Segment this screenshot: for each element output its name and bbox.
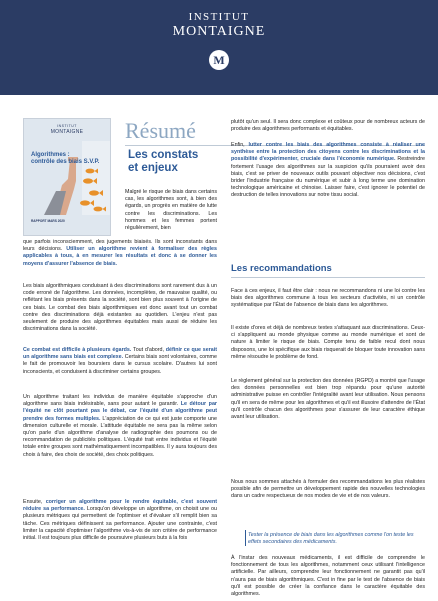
brand-line-1: INSTITUT [188,11,250,23]
section-heading-recommandations: Les recommandations [231,263,332,274]
institut-logo: M [209,50,229,70]
recommendation-paragraph-2: Il existe d'ores et déjà de nombreux textes s'attaquant aux discriminations. Ceux-ci s'appliquent au monde physique comme au monde numérique et sont de nature à limiter le risque de biais. Compte tenu de faible recul dont nous disposons, une loi spécifique aux biais risquerait de bloquer toute innovation sans même résoudre le problème de fond. [231,325,425,360]
paragraph-2: Les biais algorithmiques conduisant à des discriminations sont rarement dus à un code erroné de l'algorithme. Les données, incomplètes, de mauvaise qualité, ou reflétant les biais présents dans la société, sont bien plus souvent à l'origine de ces biais. Le combat des biais algorithmiques est donc avant tout un combat contre des discriminations déjà existantes au quotidien. L'enjeu n'est pas seulement de produire des algorithmes équitables mais aussi de réduire les discriminations dans la société. [23,283,217,333]
cover-footer: RAPPORT MARS 2020 [31,219,65,223]
recommendation-paragraph-1: Face à ces enjeux, il faut être clair : nous ne recommandons ni une loi contre les biais des algorithmes commune à tous les secteurs d'activités, ni un contrôle systématique par l'État de l'absence de biais dans les algorithmes. [231,288,425,309]
brand-line-2: MONTAIGNE [172,24,266,39]
paragraph-1-continued: que parfois inconsciemment, des jugements biaisés. Ils sont inconstants dans leurs décisions. Utiliser un algorithme revient à formaliser des règles applicables à tous, à en mesurer les résultats et donc à se donner les moyens d'assurer l'absence de biais. [23,239,217,267]
cover-title: Algorithmes : contrôle des biais S.V.P. [31,152,100,165]
paragraph-1: Malgré le risque de biais dans certains cas, les algorithmes sont, à bien des égards, un progrès en matière de lutte contre les discriminations. Les hommes et les femmes portent régulièrement, bien [125,189,217,232]
cover-illustration [24,119,110,235]
column2-paragraph-2: Enfin, lutter contre les biais des algorithmes consiste à réaliser une synthèse entre la protection des citoyens contre les discriminations et la possibilité d'expérimenter, cruciale dans l'économie numérique. Restreindre fortement l'usage des algorithmes sur la suspicion qu'ils pourraient avoir des biais, c'est se priver de nouveaux outils pouvant objectiver nos décisions, c'est brider l'industrie française du numérique et subir à long terme une domination technologique américaine et chinoise. Laisser faire, c'est ignorer le potentiel de destruction de telles innovations sur notre tissu social. [231,142,426,199]
recommendation-paragraph-3: Le règlement général sur la protection des données (RGPD) a montré que l'usage des données personnelles est bien trop répandu pour qu'une autorité administrative puisse en contrôler l'intégralité avant leur utilisation. Nous pensons qu'il en sera de même pour les algorithmes et qu'il est illusoire d'attendre de l'État qu'il contrôle chacun des algorithmes pour s'assurer de leur caractère éthique avant leur utilisation. [231,378,425,421]
recommendation-paragraph-5: À l'instar des nouveaux médicaments, il est difficile de comprendre le fonctionnement de tous les algorithmes, notamment ceux utilisant l'intelligence artificielle. Par ailleurs, comprendre leur fonctionnement ne garantit pas qu'il n'aura pas de biais algorithmiques. C'est in fine par le test de l'absence de biais qu'il est possible de créer la confiance dans le caractère équitable des algorithmes. [231,555,425,598]
recommendation-callout: Tester la présence de biais dans les algorithmes comme l'on teste les effets secondaires des médicaments. [248,532,414,546]
page-title: Résumé [125,118,196,143]
recommendation-paragraph-4: Nous nous sommes attachés à formuler des recommandations les plus réalistes possible afin de permettre un développement rapide des nouvelles technologies dans un cadre respectueux de nos modes de vie et de nos valeurs. [231,479,425,500]
cover-brand-line-2: MONTAIGNE [50,129,84,135]
section-heading-constats: Les constats et enjeux [128,149,199,174]
report-header [0,0,438,95]
paragraph-4: Un algorithme traitant les individus de manière équitable s'approche d'un algorithme sans biais indésirable, sans pour autant le garantir. Le détour par l'équité ne clôt pourtant pas le débat, car l'équité d'un algorithme peut prendre des formes multiples. L'appréciation de ce qui est juste comporte une dimension culturelle et morale. L'attitude équitable ne sera pas la même selon qu'on parle d'un algorithme d'analyse de radiographie des poumons ou de recommandation de publicités politiques. L'équité trait entre individus et l'équité totale entre groupes sont mathématiquement incompatibles. Il y aura toujours des choix à faire, des choix de société, des choix politiques. [23,394,217,458]
cover-brand-line-1: INSTITUT [57,124,77,128]
callout-marker [245,530,246,546]
column2-paragraph-1: plutôt qu'un seul. Il sera donc complexe et coûteux pour de nombreux acteurs de produire des algorithmes performants et équitables. [231,119,425,133]
recommendations-divider [231,277,425,278]
paragraph-3: Ce combat est difficile à plusieurs égards. Tout d'abord, définir ce que serait un algorithme sans biais est complexe. Certains biais sont volontaires, comme le fait de promouvoir les boursiers dans le cursus scolaire. D'autres lui sont inconscients, et conduisent à discriminer certains groupes. [23,347,217,375]
paragraph-5: Ensuite, corriger un algorithme pour le rendre équitable, c'est souvent réduire sa performance. Lorsqu'on développe un algorithme, on choisit une ou plusieurs métriques qui permettent de l'optimiser et d'évaluer s'il remplit bien sa tâche. Ces métriques définissent sa performance. Ajouter une contrainte, c'est limiter la capacité d'optimiser l'algorithme vis-à-vis de son critère de performance initial. Il est toujours plus difficile de poursuivre plusieurs buts à la fois [23,499,218,542]
report-cover-thumbnail [23,118,111,236]
